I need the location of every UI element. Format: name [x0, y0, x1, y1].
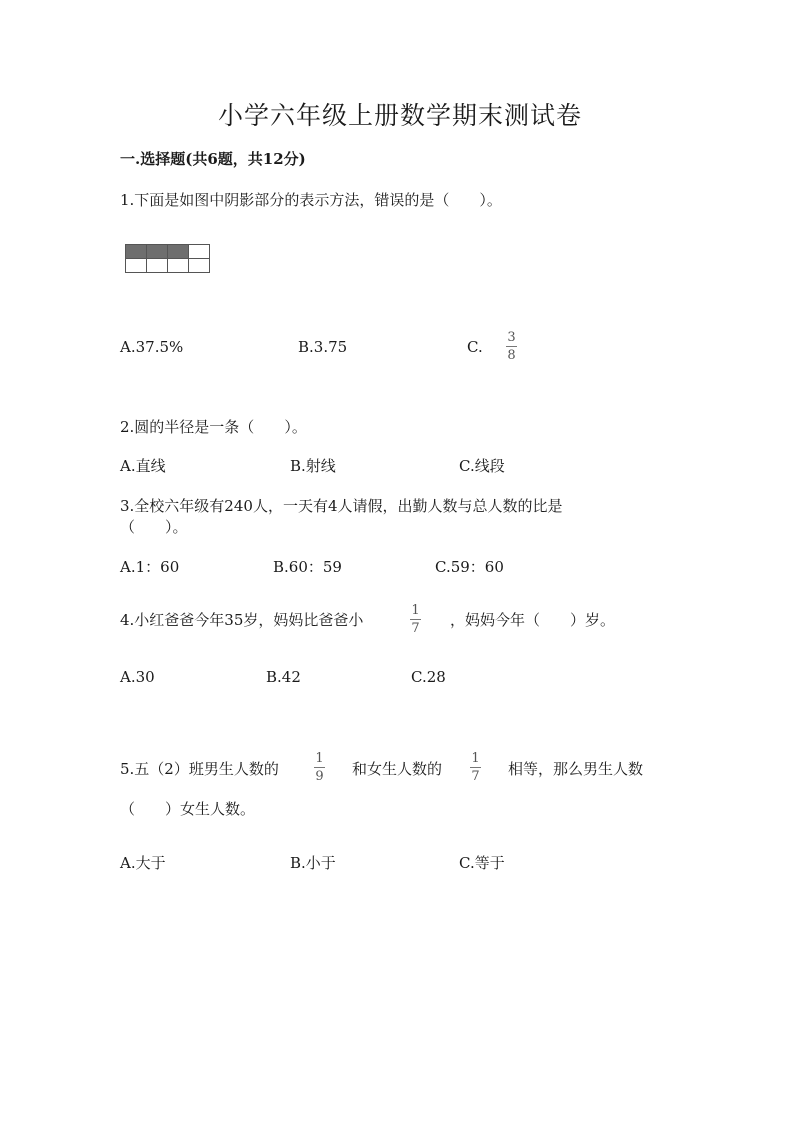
question-5-text-part3: 相等，那么男生人数	[508, 760, 644, 778]
fraction-bar	[314, 767, 325, 768]
fraction-numerator: 1	[315, 751, 324, 766]
question-1-figure	[125, 244, 210, 273]
page-title: 小学六年级上册数学期末测试卷	[217, 101, 582, 130]
question-3-option-a[interactable]: A.1：60	[120, 558, 180, 576]
question-2-text: 2.圆的半径是一条（ ）。	[120, 418, 307, 436]
question-4-text-part1: 4.小红爸爸今年35岁，妈妈比爸爸小	[120, 611, 364, 629]
question-1-text: 1.下面是如图中阴影部分的表示方法，错误的是（ ）。	[120, 191, 502, 209]
section-heading: 一.选择题(共6题，共12分)	[120, 150, 306, 168]
question-3-option-c[interactable]: C.59：60	[435, 558, 504, 576]
question-1-option-b[interactable]: B.3.75	[298, 338, 348, 356]
question-4-option-a[interactable]: A.30	[120, 668, 155, 686]
question-5-text-line2: （ ）女生人数。	[120, 800, 256, 818]
question-4-text-part2: ，妈妈今年（ ）岁。	[450, 611, 616, 629]
fraction-denominator: 7	[411, 621, 420, 636]
question-5-option-b[interactable]: B.小于	[290, 854, 336, 872]
shaded-cell	[126, 245, 147, 259]
question-1-option-c[interactable]: C.	[467, 338, 483, 356]
shaded-cell	[147, 245, 168, 259]
question-5-text-part2: 和女生人数的	[352, 760, 443, 778]
fraction-denominator: 8	[507, 348, 516, 363]
fraction-bar	[506, 346, 517, 347]
question-4-option-c[interactable]: C.28	[411, 668, 446, 686]
question-5-fraction-1	[314, 752, 325, 783]
question-1-option-c-fraction	[506, 331, 517, 362]
question-2-option-a[interactable]: A.直线	[120, 457, 166, 475]
fraction-bar	[410, 619, 421, 620]
question-1-option-a[interactable]: A.37.5%	[120, 338, 184, 356]
empty-cell	[189, 259, 210, 273]
empty-cell	[168, 259, 189, 273]
question-3-option-b[interactable]: B.60：59	[273, 558, 342, 576]
empty-cell	[147, 259, 168, 273]
question-3-text-line1: 3.全校六年级有240人，一天有4人请假，出勤人数与总人数的比是	[120, 497, 563, 515]
fraction-denominator: 9	[315, 769, 324, 784]
fraction-numerator: 1	[471, 751, 480, 766]
question-5-fraction-2	[470, 752, 481, 783]
question-4-option-b[interactable]: B.42	[266, 668, 301, 686]
question-5-text-part1: 5.五（2）班男生人数的	[120, 760, 279, 778]
fraction-bar	[470, 767, 481, 768]
shaded-cell	[168, 245, 189, 259]
fraction-numerator: 1	[411, 603, 420, 618]
question-2-option-b[interactable]: B.射线	[290, 457, 336, 475]
question-5-option-a[interactable]: A.大于	[120, 854, 166, 872]
question-3-text-line2: （ ）。	[120, 518, 188, 536]
question-2-option-c[interactable]: C.线段	[459, 457, 505, 475]
question-4-fraction	[410, 604, 421, 635]
question-5-option-c[interactable]: C.等于	[459, 854, 505, 872]
fraction-numerator: 3	[507, 330, 516, 345]
fraction-denominator: 7	[471, 769, 480, 784]
empty-cell	[126, 259, 147, 273]
empty-cell	[189, 245, 210, 259]
